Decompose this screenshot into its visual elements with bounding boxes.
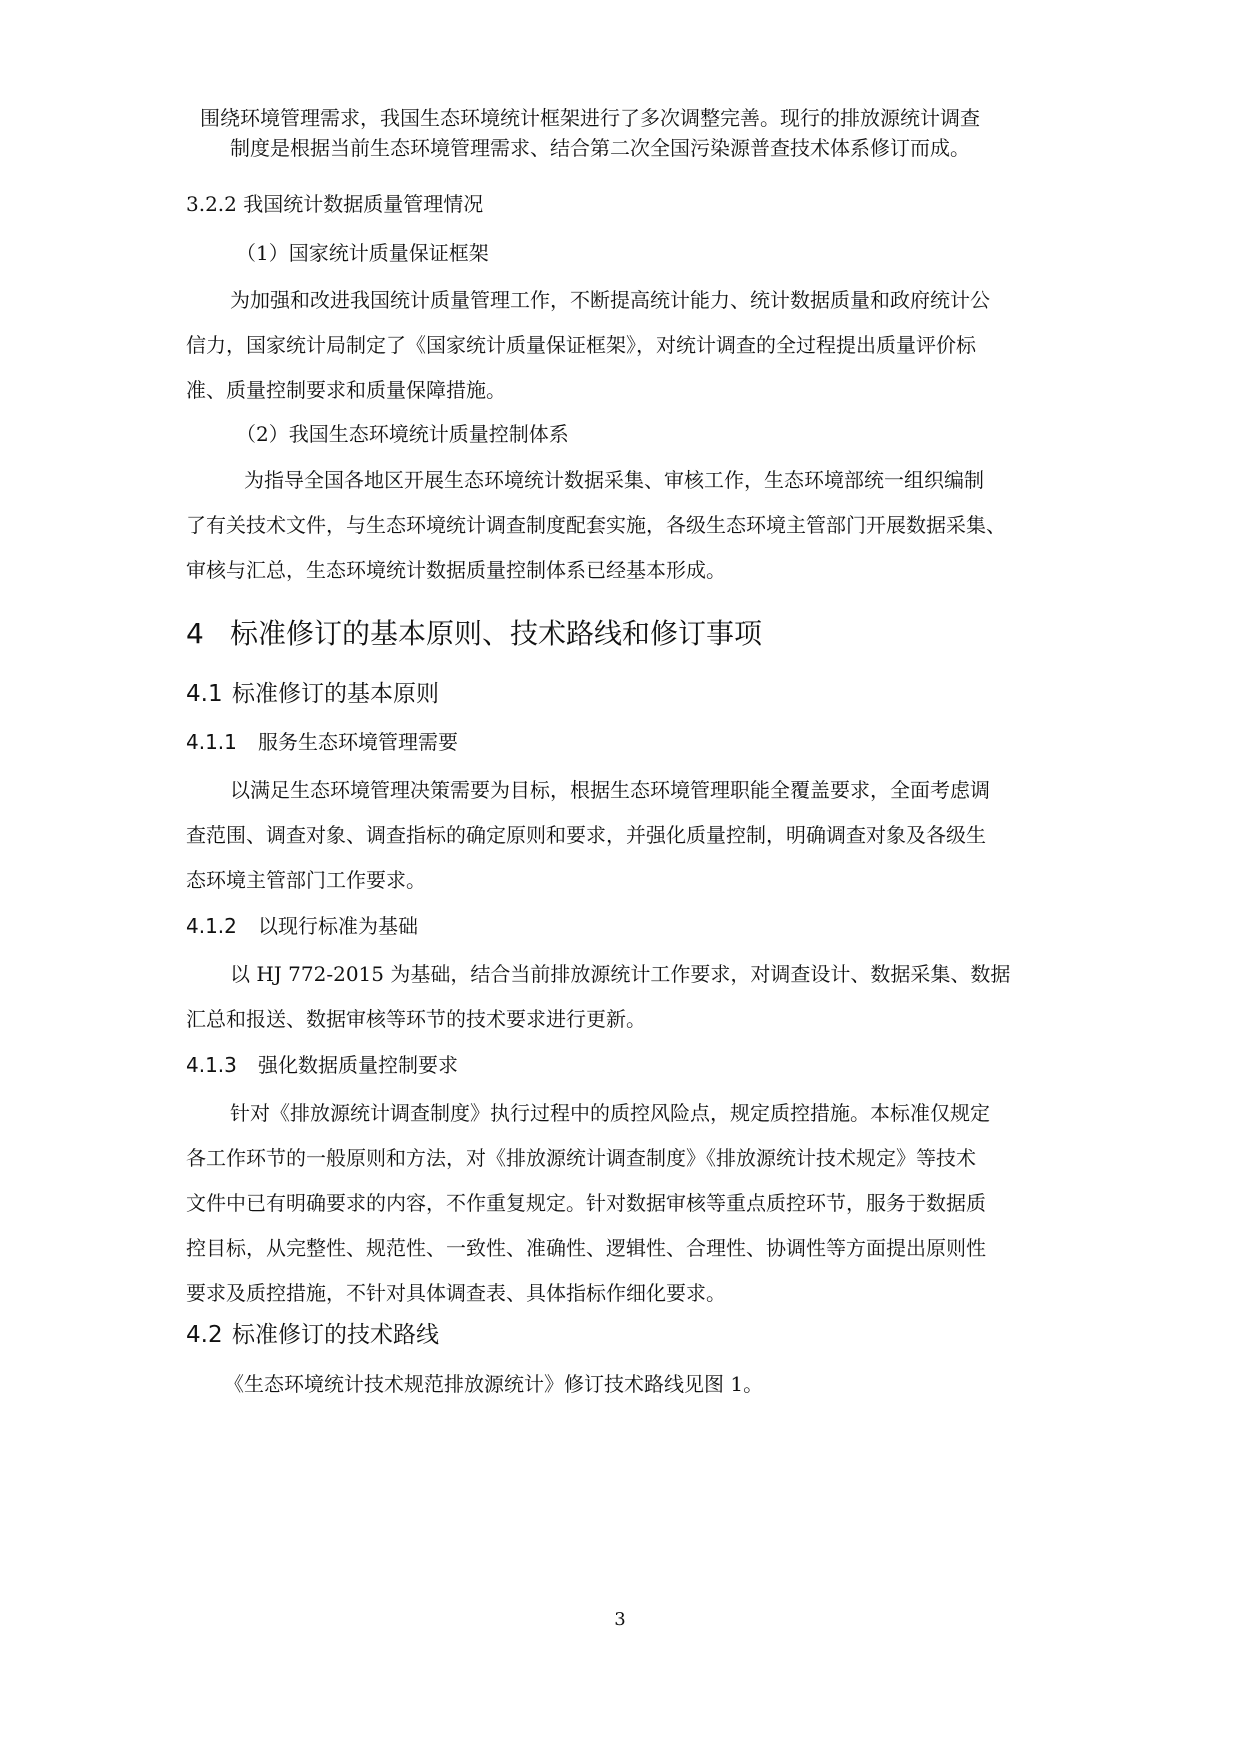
heading-title: 以现行标准为基础 xyxy=(258,914,418,938)
paragraph-line: 制度是根据当前生态环境管理需求、结合第二次全国污染源普查技术体系修订而成。 xyxy=(230,136,970,160)
heading-number: 4 xyxy=(186,617,204,650)
paragraph-line: 以满足生态环境管理决策需要为目标，根据生态环境管理职能全覆盖要求，全面考虑调 xyxy=(230,778,990,802)
paragraph-line: 为加强和改进我国统计质量管理工作，不断提高统计能力、统计数据质量和政府统计公 xyxy=(230,288,990,312)
heading-number: 4.1.3 xyxy=(186,1053,237,1077)
heading-title: 标准修订的基本原则 xyxy=(232,681,439,707)
section-heading-4 xyxy=(186,616,762,652)
paragraph-line: 汇总和报送、数据审核等环节的技术要求进行更新。 xyxy=(186,1007,646,1031)
list-item-heading: （2）我国生态环境统计质量控制体系 xyxy=(236,422,569,446)
paragraph-line: 控目标，从完整性、规范性、一致性、准确性、逻辑性、合理性、协调性等方面提出原则性 xyxy=(186,1236,986,1260)
paragraph-line: 态环境主管部门工作要求。 xyxy=(186,868,426,892)
heading-number: 4.2 xyxy=(186,1322,223,1348)
paragraph-line: 查范围、调查对象、调查指标的确定原则和要求，并强化质量控制，明确调查对象及各级生 xyxy=(186,823,986,847)
paragraph-line: 文件中已有明确要求的内容，不作重复规定。针对数据审核等重点质控环节，服务于数据质 xyxy=(186,1191,986,1215)
section-heading-4-1-3 xyxy=(186,1051,458,1079)
paragraph-line: 以 HJ 772-2015 为基础，结合当前排放源统计工作要求，对调查设计、数据采集、数据 xyxy=(230,962,1011,986)
section-heading-4-2 xyxy=(186,1320,439,1350)
paragraph-line: 各工作环节的一般原则和方法，对《排放源统计调查制度》《排放源统计技术规定》等技术 xyxy=(186,1146,976,1170)
heading-title: 服务生态环境管理需要 xyxy=(258,730,458,754)
heading-title: 强化数据质量控制要求 xyxy=(258,1053,458,1077)
heading-title: 标准修订的基本原则、技术路线和修订事项 xyxy=(230,617,763,650)
paragraph-line: 要求及质控措施，不针对具体调查表、具体指标作细化要求。 xyxy=(186,1281,726,1305)
paragraph-line: 针对《排放源统计调查制度》执行过程中的质控风险点，规定质控措施。本标准仅规定 xyxy=(230,1101,990,1125)
heading-number: 4.1.2 xyxy=(186,914,237,938)
paragraph-line: 了有关技术文件，与生态环境统计调查制度配套实施，各级生态环境主管部门开展数据采集、 xyxy=(186,513,1006,537)
section-heading-4-1-1 xyxy=(186,728,458,756)
section-heading-4-1-2 xyxy=(186,912,418,940)
heading-number: 4.1 xyxy=(186,681,223,707)
page-number: 3 xyxy=(614,1609,626,1630)
list-item-heading: （1）国家统计质量保证框架 xyxy=(236,241,489,265)
heading-title: 标准修订的技术路线 xyxy=(232,1322,439,1348)
paragraph-line: 信力，国家统计局制定了《国家统计质量保证框架》，对统计调查的全过程提出质量评价标 xyxy=(186,333,976,357)
paragraph-line: 围绕环境管理需求，我国生态环境统计框架进行了多次调整完善。现行的排放源统计调查 xyxy=(200,106,980,130)
paragraph-line: 为指导全国各地区开展生态环境统计数据采集、审核工作，生态环境部统一组织编制 xyxy=(244,468,984,492)
subsection-heading-3-2-2: 3.2.2 我国统计数据质量管理情况 xyxy=(186,192,484,216)
paragraph-line: 审核与汇总，生态环境统计数据质量控制体系已经基本形成。 xyxy=(186,558,726,582)
section-heading-4-1 xyxy=(186,679,439,709)
heading-number: 4.1.1 xyxy=(186,730,237,754)
paragraph-line: 《生态环境统计技术规范排放源统计》修订技术路线见图 1。 xyxy=(224,1372,764,1396)
paragraph-line: 准、质量控制要求和质量保障措施。 xyxy=(186,378,506,402)
